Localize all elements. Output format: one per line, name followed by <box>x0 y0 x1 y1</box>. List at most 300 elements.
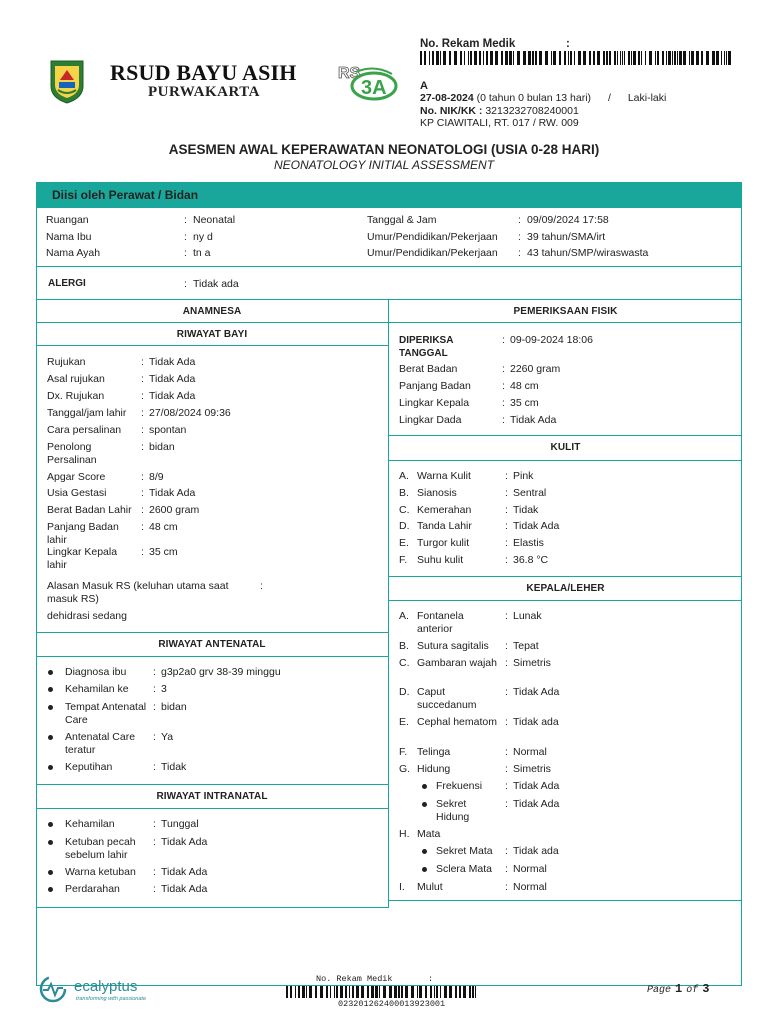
of-word: of <box>686 985 699 996</box>
baby-history-heading: RIWAYAT BAYI <box>176 329 248 340</box>
item-index: H. <box>399 828 410 840</box>
item-label: Lingkar Kepala lahir <box>47 546 118 571</box>
barcode-bar <box>674 51 676 65</box>
barcode-bar <box>559 51 561 65</box>
page-total: 3 <box>702 982 710 996</box>
antenatal-heading: RIWAYAT ANTENATAL <box>158 639 266 650</box>
barcode-bar <box>455 986 457 998</box>
barcode-bar <box>628 51 630 65</box>
item-label: Sekret Mata <box>436 845 493 857</box>
item-index: I. <box>399 881 405 893</box>
barcode-bar <box>449 51 451 65</box>
item-index: B. <box>399 487 409 499</box>
colon: : <box>141 356 144 368</box>
barcode-bar <box>679 51 682 65</box>
item-value: Ya <box>161 731 174 743</box>
colon: : <box>505 798 508 810</box>
bullet-icon <box>422 802 427 807</box>
colon: : <box>505 657 508 669</box>
page-indicator <box>647 982 713 996</box>
barcode-bar <box>505 51 508 65</box>
item-index: D. <box>399 520 410 532</box>
father-name-label: Nama Ayah <box>46 247 101 259</box>
item-label: Usia Gestasi <box>47 487 107 499</box>
item-label: Panjang Badan <box>399 380 471 392</box>
colon: : <box>153 836 156 848</box>
item-value: Tepat <box>513 640 539 652</box>
item-value: 36.8 °C <box>513 554 549 566</box>
item-label: Kehamilan ke <box>65 683 129 695</box>
colon: : <box>505 763 508 775</box>
mother-age-edu-job-label: Umur/Pendidikan/Pekerjaan <box>367 231 498 243</box>
item-label: Berat Badan <box>399 363 458 375</box>
item-label: Ketuban pecah sebelum lahir <box>65 836 136 861</box>
barcode-bar <box>463 986 466 998</box>
physical-exam-heading: PEMERIKSAAN FISIK <box>513 306 618 317</box>
item-label: Rujukan <box>47 356 86 368</box>
item-value: 48 cm <box>510 380 539 392</box>
barcode-bar <box>449 986 452 998</box>
patient-address: KP CIAWITALI, RT. 017 / RW. 009 <box>420 117 579 129</box>
item-label: Kemerahan <box>417 504 472 516</box>
colon: : <box>141 521 144 533</box>
colon: : <box>502 397 505 409</box>
patient-dob: 27-08-2024 <box>420 92 474 104</box>
medical-record-barcode <box>420 51 732 65</box>
item-index: A. <box>399 470 409 482</box>
colon: : <box>153 761 156 773</box>
item-label: Dx. Rujukan <box>47 390 105 402</box>
colon: : <box>184 214 187 226</box>
item-index: E. <box>399 537 409 549</box>
barcode-bar <box>620 51 621 65</box>
skin-heading: KULIT <box>550 442 581 453</box>
barcode-bar <box>593 51 595 65</box>
medical-record-label: No. Rekam Medik <box>420 38 516 50</box>
item-label: Penolong Persalinan <box>47 441 97 466</box>
divider <box>389 900 742 901</box>
colon: : <box>153 701 156 713</box>
divider <box>36 656 388 657</box>
item-label: Suhu kulit <box>417 554 464 566</box>
barcode-bar <box>666 51 667 65</box>
item-value: 2600 gram <box>149 504 200 516</box>
colon: : <box>505 537 508 549</box>
divider <box>389 600 742 601</box>
divider <box>36 907 388 908</box>
item-label: Gambaran wajah <box>417 657 497 669</box>
barcode-bar <box>724 51 725 65</box>
ecalyptus-logo-icon <box>38 974 68 1004</box>
item-value: Tidak ada <box>513 845 559 857</box>
barcode-bar <box>383 986 386 998</box>
item-label: Sekret Hidung <box>436 798 470 823</box>
barcode-bar <box>606 51 608 65</box>
item-label: Lingkar Kepala <box>399 397 470 409</box>
hospital-city: PURWAKARTA <box>148 84 260 100</box>
nik-label: No. NIK/KK : <box>420 105 483 117</box>
item-value: Sentral <box>513 487 547 499</box>
colon: : <box>505 686 508 698</box>
barcode-bar <box>334 986 335 998</box>
mother-name-value: ny d <box>193 231 213 243</box>
svg-text:RS: RS <box>338 65 361 82</box>
colon: : <box>141 424 144 436</box>
barcode-bar <box>517 51 520 65</box>
barcode-bar <box>523 51 526 65</box>
barcode-bar <box>716 51 719 65</box>
barcode-bar <box>672 51 673 65</box>
bullet-icon <box>48 705 53 710</box>
bullet-icon <box>422 867 427 872</box>
item-index: A. <box>399 610 409 622</box>
colon: : <box>141 390 144 402</box>
divider <box>36 784 388 785</box>
item-label: Perdarahan <box>65 883 120 895</box>
barcode-bar <box>436 986 438 998</box>
colon: : <box>502 414 505 426</box>
barcode-bar <box>603 51 605 65</box>
barcode-bar <box>609 51 611 65</box>
item-value: Tidak Ada <box>161 836 208 848</box>
anamnesa-heading: ANAMNESA <box>182 306 242 317</box>
barcode-bar <box>375 986 378 998</box>
barcode-bar <box>583 51 586 65</box>
footer-colon: : <box>428 974 434 984</box>
barcode-bar <box>430 986 432 998</box>
colon: : <box>505 470 508 482</box>
bullet-icon <box>48 735 53 740</box>
barcode-bar <box>398 986 400 998</box>
colon: : <box>141 441 144 453</box>
barcode-bar <box>474 51 477 65</box>
item-value: Tidak <box>513 504 539 516</box>
item-value: Tidak Ada <box>161 883 208 895</box>
item-value: spontan <box>149 424 187 436</box>
father-age-edu-job-value: 43 tahun/SMP/wiraswasta <box>527 247 649 259</box>
item-value: 35 cm <box>149 546 178 558</box>
bullet-icon <box>48 870 53 875</box>
item-value: Tidak Ada <box>149 373 196 385</box>
barcode-bar <box>501 51 503 65</box>
barcode-bar <box>633 51 636 65</box>
divider <box>389 460 742 461</box>
footer-barcode-number: 02320126240001392300​1 <box>338 999 446 1009</box>
barcode-bar <box>361 986 364 998</box>
item-label: Mata <box>417 828 441 840</box>
bullet-icon <box>48 840 53 845</box>
colon: : <box>518 247 521 259</box>
barcode-bar <box>468 51 469 65</box>
item-value: Simetris <box>513 763 551 775</box>
mother-age-edu-job-value: 39 tahun/SMA/irt <box>527 231 606 243</box>
colon: : <box>505 487 508 499</box>
item-value: Simetris <box>513 657 551 669</box>
colon: : <box>505 881 508 893</box>
colon: : <box>518 214 521 226</box>
barcode-bar <box>352 986 354 998</box>
item-label: Hidung <box>417 763 451 775</box>
barcode-bar <box>655 51 656 65</box>
colon: : <box>153 731 156 743</box>
barcode-bar <box>614 51 616 65</box>
item-label: Sutura sagitalis <box>417 640 489 652</box>
barcode-bar <box>509 51 512 65</box>
item-value: Elastis <box>513 537 544 549</box>
item-label: Kehamilan <box>65 818 115 830</box>
colon: : <box>141 373 144 385</box>
barcode-bar <box>570 51 572 65</box>
allergy-value: Tidak ada <box>193 278 239 290</box>
barcode-bar <box>528 51 531 65</box>
barcode-bar <box>728 51 731 65</box>
colon: : <box>518 231 521 243</box>
barcode-bar <box>726 51 727 65</box>
barcode-bar <box>617 51 618 65</box>
colon: : <box>153 818 156 830</box>
item-label: Apgar Score <box>47 471 106 483</box>
item-label: Diagnosa ibu <box>65 666 127 678</box>
item-value: Tidak ada <box>513 716 559 728</box>
item-label: Mulut <box>417 881 443 893</box>
bullet-icon <box>422 784 427 789</box>
patient-sex: Laki-laki <box>627 92 667 104</box>
barcode-bar <box>320 986 323 998</box>
item-label: Panjang Badan lahir <box>47 521 119 546</box>
item-label: Lingkar Dada <box>399 414 462 426</box>
item-label: Antenatal Care teratur <box>65 731 136 756</box>
barcode-bar <box>286 986 288 998</box>
colon: : <box>505 640 508 652</box>
barcode-bar <box>440 986 441 998</box>
mother-name-label: Nama Ibu <box>46 231 92 243</box>
page-number: 1 <box>675 982 683 996</box>
examined-date-value: 09-09-2024 18:06 <box>510 334 593 346</box>
patient-dob-line <box>420 92 666 104</box>
admission-reason-label: Alasan Masuk RS (keluhan utama saat masuk RS) <box>47 580 229 605</box>
item-label: Cara persalinan <box>47 424 122 436</box>
colon: : <box>153 883 156 895</box>
item-label: Turgor kulit <box>417 537 470 549</box>
footer-medical-record-label: No. Rekam Medik <box>316 974 393 984</box>
barcode-bar <box>340 986 343 998</box>
barcode-bar <box>490 51 493 65</box>
barcode-bar <box>472 986 474 998</box>
barcode-bar <box>696 51 699 65</box>
item-label: Tempat Antenatal Care <box>65 701 147 726</box>
barcode-bar <box>302 986 305 998</box>
item-value: 48 cm <box>149 521 178 533</box>
barcode-bar <box>551 51 552 65</box>
barcode-bar <box>444 986 447 998</box>
hospital-name: RSUD BAYU ASIH <box>110 60 297 85</box>
barcode-bar <box>429 51 430 65</box>
father-age-edu-job-label: Umur/Pendidikan/Pekerjaan <box>367 247 498 259</box>
accreditation-logo <box>336 60 400 102</box>
document-title: ASESMEN AWAL KEPERAWATAN NEONATOLOGI (USIA 0-28 HARI) <box>168 142 600 157</box>
barcode-bar <box>677 51 678 65</box>
colon: : <box>502 334 505 346</box>
colon: : <box>260 580 263 592</box>
item-index: C. <box>399 504 410 516</box>
item-value: Tidak Ada <box>149 356 196 368</box>
page-word: Page <box>647 985 672 996</box>
item-value: g3p2a0 grv 38-39 minggu <box>161 666 281 678</box>
barcode-bar <box>479 51 481 65</box>
barcode-bar <box>371 986 374 998</box>
divider <box>36 345 388 346</box>
item-value: Pink <box>513 470 534 482</box>
colon: : <box>141 487 144 499</box>
barcode-bar <box>356 986 359 998</box>
item-value: Tidak Ada <box>510 414 557 426</box>
barcode-bar <box>432 51 434 65</box>
barcode-bar <box>624 51 625 65</box>
item-value: Tidak Ada <box>513 798 560 810</box>
ecalyptus-brand: ecalyptus <box>74 978 138 995</box>
item-label: Tanda Lahir <box>417 520 472 532</box>
intranatal-heading: RIWAYAT INTRANATAL <box>156 791 268 802</box>
item-value: Tidak Ada <box>161 866 208 878</box>
bullet-icon <box>422 849 427 854</box>
barcode-bar <box>662 51 664 65</box>
barcode-bar <box>622 51 623 65</box>
head-neck-heading: KEPALA/LEHER <box>526 583 605 594</box>
barcode-bar <box>290 986 292 998</box>
barcode-bar <box>401 986 403 998</box>
barcode-bar <box>597 51 600 65</box>
colon: : <box>505 504 508 516</box>
item-value: Tidak Ada <box>513 686 560 698</box>
item-index: E. <box>399 716 409 728</box>
divider <box>36 808 388 809</box>
item-label: Tanggal/jam lahir <box>47 407 127 419</box>
barcode-bar <box>315 986 317 998</box>
ruangan-value: Neonatal <box>193 214 236 226</box>
item-value: Lunak <box>513 610 542 622</box>
barcode-bar <box>553 51 556 65</box>
colon: : <box>505 610 508 622</box>
barcode-bar <box>345 986 347 998</box>
bullet-icon <box>48 887 53 892</box>
medical-record-colon: : <box>566 38 570 50</box>
barcode-bar <box>486 51 488 65</box>
barcode-bar <box>394 986 397 998</box>
colon: : <box>141 546 144 558</box>
barcode-bar <box>495 51 498 65</box>
item-label: Caput succedanum <box>417 686 477 711</box>
bullet-icon <box>48 822 53 827</box>
item-label: Sianosis <box>417 487 457 499</box>
bullet-icon <box>48 765 53 770</box>
barcode-bar <box>475 986 476 998</box>
ruangan-label: Ruangan <box>46 214 89 226</box>
barcode-bar <box>326 986 328 998</box>
colon: : <box>184 247 187 259</box>
item-label: Berat Badan Lahir <box>47 504 132 516</box>
barcode-bar <box>638 51 640 65</box>
barcode-bar <box>434 986 435 998</box>
item-value: bidan <box>149 441 175 453</box>
divider <box>389 322 742 323</box>
item-value: 8/9 <box>149 471 164 483</box>
item-value: 27/08/2024 09:36 <box>149 407 231 419</box>
item-index: B. <box>399 640 409 652</box>
colon: : <box>141 407 144 419</box>
admission-reason-value: dehidrasi sedang <box>47 610 127 622</box>
item-value: 35 cm <box>510 397 539 409</box>
barcode-bar <box>691 51 694 65</box>
barcode-bar <box>464 51 465 65</box>
examined-date-label: DIPERIKSA TANGGAL <box>399 335 454 359</box>
barcode-bar <box>436 51 439 65</box>
colon: : <box>502 380 505 392</box>
document-subtitle: NEONATOLOGY INITIAL ASSESSMENT <box>273 158 495 172</box>
item-index: G. <box>399 763 411 775</box>
date-time-value: 09/09/2024 17:58 <box>527 214 609 226</box>
barcode-bar <box>389 986 392 998</box>
item-label: Asal rujukan <box>47 373 105 385</box>
barcode-bar <box>657 51 659 65</box>
barcode-bar <box>701 51 703 65</box>
allergy-label: ALERGI <box>48 278 86 289</box>
item-index: C. <box>399 657 410 669</box>
colon: : <box>141 471 144 483</box>
colon: : <box>505 845 508 857</box>
item-label: Frekuensi <box>436 780 483 792</box>
barcode-bar <box>535 51 537 65</box>
item-index: F. <box>399 746 408 758</box>
item-value: 2260 gram <box>510 363 561 375</box>
item-value: 3 <box>161 683 167 695</box>
divider <box>389 576 742 577</box>
nik-value: 3213232708240001 <box>485 105 579 117</box>
barcode-bar <box>589 51 591 65</box>
barcode-bar <box>440 51 441 65</box>
item-value: Normal <box>513 746 547 758</box>
colon: : <box>505 780 508 792</box>
barcode-bar <box>539 51 542 65</box>
colon: : <box>505 520 508 532</box>
colon: : <box>153 683 156 695</box>
item-label: Cephal hematom <box>417 716 497 728</box>
barcode-bar <box>309 986 312 998</box>
barcode-bar <box>645 51 646 65</box>
colon: : <box>153 866 156 878</box>
item-value: Normal <box>513 863 547 875</box>
barcode-bar <box>689 51 690 65</box>
colon: : <box>505 554 508 566</box>
divider <box>36 266 742 267</box>
barcode-bar <box>367 986 369 998</box>
barcode-bar <box>454 51 457 65</box>
item-value: bidan <box>161 701 187 713</box>
patient-nik-line <box>420 105 579 117</box>
item-label: Warna ketuban <box>65 866 136 878</box>
item-label: Sclera Mata <box>436 863 493 875</box>
ecalyptus-tagline: transforming with passionate <box>76 996 147 1002</box>
barcode-bar <box>721 51 722 65</box>
barcode-bar <box>631 51 632 65</box>
item-value: Tidak Ada <box>513 520 560 532</box>
barcode-bar <box>425 986 427 998</box>
item-label: Telinga <box>417 746 451 758</box>
colon: : <box>184 231 187 243</box>
divider <box>36 322 388 323</box>
item-label: Warna Kulit <box>417 470 471 482</box>
barcode-bar <box>470 51 472 65</box>
divider <box>389 435 742 436</box>
